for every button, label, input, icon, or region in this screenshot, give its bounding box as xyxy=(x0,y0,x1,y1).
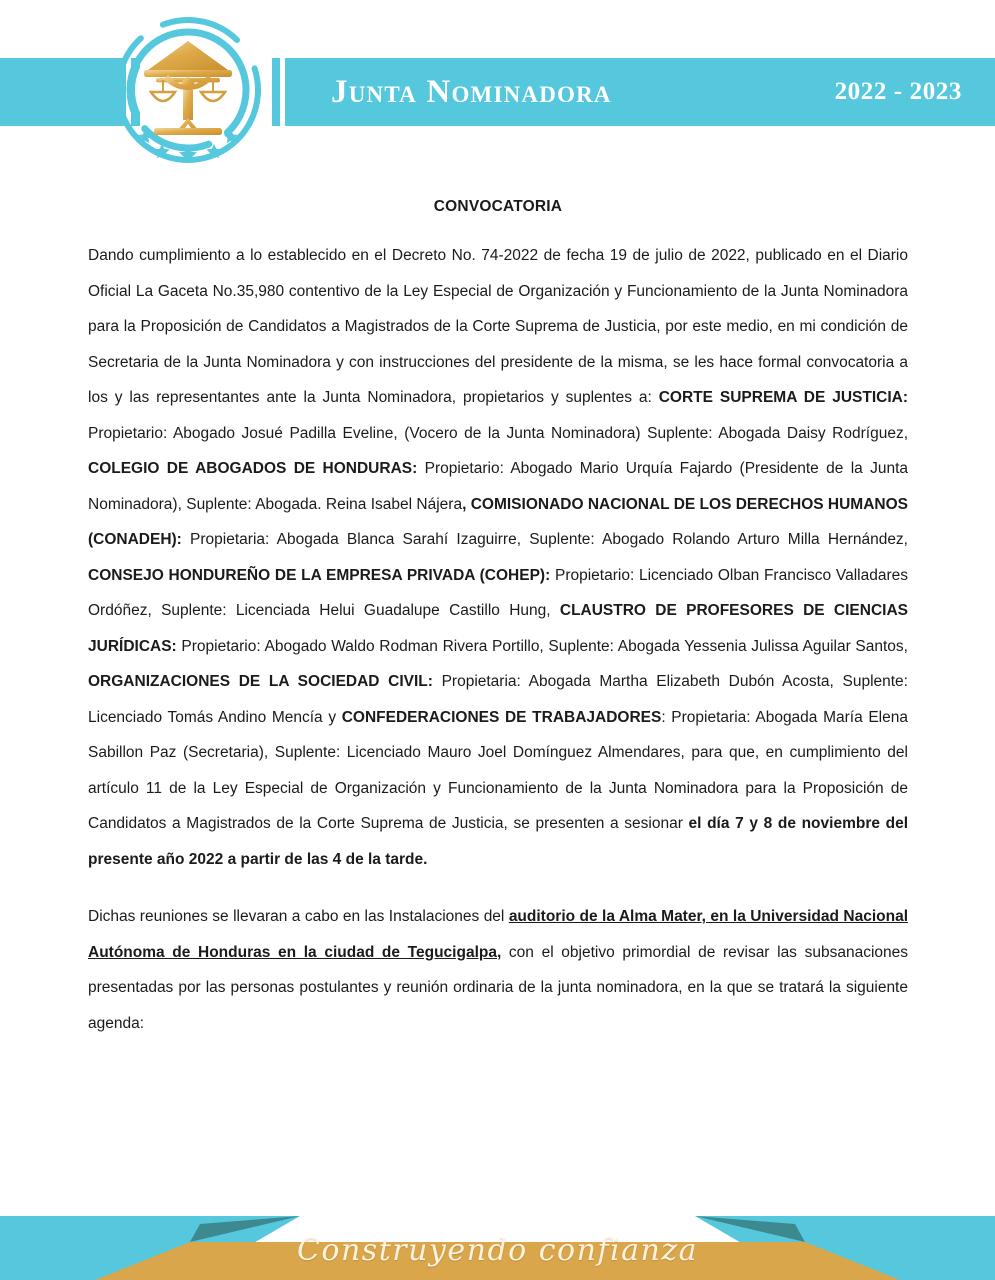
bold-run: CONFEDERACIONES DE TRABAJADORES xyxy=(341,708,662,726)
bold-run: , COMISIONADO NACIONAL DE LOS DERECHOS HUMANOS (CONADEH): xyxy=(88,495,908,548)
header-title-row xyxy=(285,58,995,126)
emphasis-underline-run: auditorio de la Alma Mater, en la Universidad Nacional Autónoma de Honduras en la ciudad de Tegucigalpa, xyxy=(88,908,908,961)
text-run: Propietario: Abogado Waldo Rodman Rivera Portillo, Suplente: Abogada Yessenia Julissa Aguilar Santos, xyxy=(176,637,908,655)
page-header xyxy=(0,0,995,178)
header-band-tick-right xyxy=(272,58,280,126)
text-run: Propietario: Abogado Mario Urquía Fajardo (Presidente de la Junta Nominadora), Suplente: Abogada. Reina Isabel Nájera xyxy=(88,460,909,513)
bold-run: CORTE SUPREMA DE JUSTICIA: xyxy=(658,389,908,406)
scales-of-justice-emblem-icon xyxy=(112,14,264,166)
document-content xyxy=(88,198,908,1041)
header-band-left xyxy=(0,58,126,126)
text-run: Propietario: Abogado Josué Padilla Eveline, (Vocero de la Junta Nominadora) Suplente: Abogada Daisy Rodríguez, xyxy=(88,424,908,442)
page-title: Junta Nominadora xyxy=(331,73,612,110)
bold-run: CONSEJO HONDUREÑO DE LA EMPRESA PRIVADA (COHEP): xyxy=(88,566,551,584)
bold-run: COLEGIO DE ABOGADOS DE HONDURAS: xyxy=(88,460,418,477)
paragraph-lugar-reunion xyxy=(88,899,908,1041)
text-run: Propietario: Licenciado Olban Francisco Valladares Ordóñez, Suplente: Licenciada Helui Guadalupe Castillo Hung, xyxy=(88,566,908,619)
header-period-years: 2022 - 2023 xyxy=(834,78,962,105)
paragraph-convocatoria-body xyxy=(88,238,908,877)
text-run: con el objetivo primordial de revisar las subsanaciones presentadas por las personas postulantes y reunión ordinaria de la junta nominadora, en la que se tratará la siguiente agenda: xyxy=(88,943,908,1032)
page-footer xyxy=(0,1202,995,1280)
bold-run: el día 7 y 8 de noviembre del presente año 2022 a partir de las 4 de la tarde. xyxy=(88,815,909,868)
text-run: Propietaria: Abogada Martha Elizabeth Dubón Acosta, Suplente: Licenciado Tomás Andino Mencía y xyxy=(88,673,908,726)
bold-run: ORGANIZACIONES DE LA SOCIEDAD CIVIL: xyxy=(88,673,433,690)
bold-run: CLAUSTRO DE PROFESORES DE CIENCIAS JURÍDICAS: xyxy=(88,602,908,655)
text-run: Dando cumplimiento a lo establecido en el Decreto No. 74-2022 de fecha 19 de julio de 2022, publicado en el Diario Oficial La Gaceta No.35,980 contentivo de la Ley Especial de Organización y Funcionamiento de la Junta Nominadora para la Proposición de Candidatos a Magistrados de la Corte Suprema de Justicia, por este medio, en mi condición de Secretaria de la Junta Nominadora y con instrucciones del presidente de la misma, se les hace formal convocatoria a los y las representantes ante la Junta Nominadora, propietarios y suplentes a: xyxy=(88,247,908,406)
footer-slogan: Construyendo confianza xyxy=(296,1233,699,1268)
text-run: : Propietaria: Abogada María Elena Sabillon Paz (Secretaria), Suplente: Licenciado Mauro Joel Domínguez Almendares, para que, en cumplimiento del artículo 11 de la Ley Especial de Organización y Funcionamiento de la Junta Nominadora para la Proposición de Candidatos a Magistrados de la Corte Suprema de Justicia, se presenten a sesionar xyxy=(88,708,908,832)
document-heading: CONVOCATORIA xyxy=(433,198,563,215)
text-run: Dichas reuniones se llevaran a cabo en las Instalaciones del xyxy=(88,908,509,925)
text-run: Propietaria: Abogada Blanca Sarahí Izaguirre, Suplente: Abogado Rolando Arturo Milla Hernández, xyxy=(181,531,908,548)
paragraph-list xyxy=(88,238,908,1041)
